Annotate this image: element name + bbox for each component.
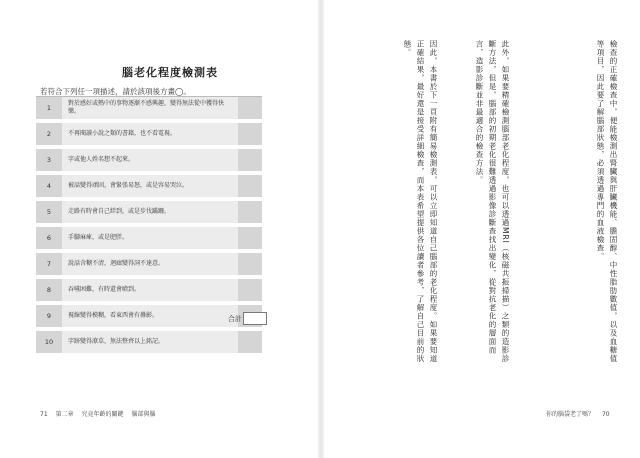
item-number: 1 <box>36 97 62 119</box>
item-number: 9 <box>36 305 62 327</box>
item-text: 對於感好或熱中的事物逐漸不感興趣，變得無法從中獲得快樂。 <box>62 97 238 119</box>
chapter-label: 第二章 <box>55 411 74 418</box>
page-title: 腦老化程度檢測表 <box>122 66 218 79</box>
item-text: 被話變得頑固，會緊張易怒，或是容易哭泣。 <box>62 175 238 197</box>
left-footer <box>40 409 161 418</box>
item-text: 不再閱讀小說之類的書籍，也不看電視。 <box>62 123 238 145</box>
item-number: 4 <box>36 175 62 197</box>
left-page <box>0 0 318 458</box>
item-number: 10 <box>36 331 62 353</box>
page-number: 70 <box>601 411 610 418</box>
mark-box[interactable] <box>238 331 262 353</box>
body-paragraph: 因此，本書於下一頁附有簡易檢測表，可以立即知道自己腦部的老化程度。如果要知道正確結果，最好還是接受詳細檢查，而本表希望提供各位讀者參考，了解自己目前的狀態。 <box>403 40 438 363</box>
item-number: 8 <box>36 279 62 301</box>
item-number: 5 <box>36 201 62 223</box>
mark-box[interactable] <box>238 227 262 249</box>
item-text: 走路有時會自己絆到，或是步伐蹣跚。 <box>62 201 238 223</box>
mark-box[interactable] <box>238 175 262 197</box>
mark-box[interactable] <box>238 253 262 275</box>
item-number: 2 <box>36 123 62 145</box>
item-text: 說話含糊不清，迴廊變得詞不達意。 <box>62 253 238 275</box>
total-label: 合計 <box>228 315 242 323</box>
checklist-row <box>36 149 262 171</box>
item-text: 手腳麻痺，或是肥胖。 <box>62 227 238 249</box>
instruction-text: 若符合下列任一項描述，請於該項後方畫◯。 <box>40 87 191 96</box>
mark-box[interactable] <box>238 123 262 145</box>
item-number: 6 <box>36 227 62 249</box>
topic-label: 腦部與腦 <box>131 411 156 418</box>
right-page <box>324 0 640 458</box>
checklist-row <box>36 201 262 223</box>
item-text: 視線變得模糊，看東西會有疊影。 <box>62 305 238 327</box>
checklist-row <box>36 97 262 119</box>
item-text: 字或他人姓名想不起來。 <box>62 149 238 171</box>
right-footer <box>540 409 610 418</box>
book-title: 你的腦袋老了嗎？ <box>546 411 595 418</box>
mark-box[interactable] <box>238 149 262 171</box>
item-number: 7 <box>36 253 62 275</box>
body-paragraph: 檢查的正確檢查中，便能檢測出腎臟與肝臟機能、膽固醇、中性脂肪數值，以及血糖值等項目，因此要了解腦部狀態，必須透過專門的血液檢查。 <box>596 40 618 363</box>
checklist-row <box>36 123 262 145</box>
mark-box[interactable] <box>238 279 262 301</box>
item-text: 字跡變得潦草，無法整齊以上銘記。 <box>62 331 238 353</box>
checklist-row <box>36 331 262 353</box>
checklist-row <box>36 175 262 197</box>
body-paragraph: 此外，如果要精確檢測腦部老化程度，也可以透過MRI（核磁共振掃描）之類的造影診斷方法，但是，腦部的初期老化很難透過影像診斷查找出變化，從對抗老化的層面而言，造影診斷並非最適合的檢查方法。 <box>475 40 510 363</box>
checklist-row <box>36 253 262 275</box>
page-number: 71 <box>40 411 48 418</box>
checklist-row <box>36 279 262 301</box>
checklist-row <box>36 227 262 249</box>
section-label: 究竟年齡的關鍵 <box>81 411 124 418</box>
item-number: 3 <box>36 149 62 171</box>
total-input-box[interactable] <box>243 312 267 325</box>
item-text: 吞嚥困難，有時還會嗆到。 <box>62 279 238 301</box>
mark-box[interactable] <box>238 201 262 223</box>
mark-box[interactable] <box>238 97 262 119</box>
